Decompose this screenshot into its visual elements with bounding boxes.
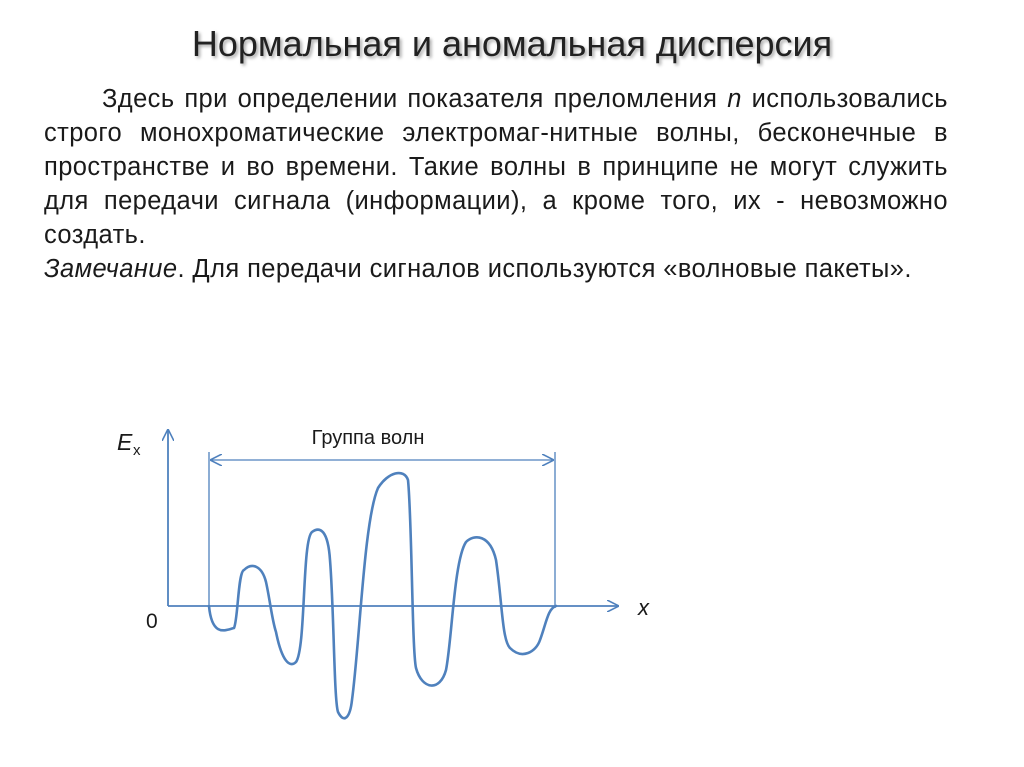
wave-packet-curve xyxy=(209,473,556,718)
y-axis-subscript: x xyxy=(133,442,141,459)
body-text xyxy=(44,82,948,286)
paragraph-remark xyxy=(44,252,948,286)
paragraph-text-end: использовались строго монохроматические электромаг-нитные волны, бесконечные в пространстве и во времени. Такие волны в принципе не могут служить для передачи сигнала (информации), а кроме того, их - невозможно создать. xyxy=(44,85,948,249)
y-axis-label: E xyxy=(117,429,133,455)
x-axis-label: x xyxy=(638,595,649,620)
remark-label: Замечание xyxy=(44,255,178,283)
origin-label: 0 xyxy=(146,610,158,633)
remark-text: . Для передачи сигналов используются «волновые пакеты». xyxy=(177,255,912,283)
paragraph-text-start: Здесь при определении показателя преломления xyxy=(102,85,728,113)
group-label: Группа волн xyxy=(311,427,425,449)
paragraph-monochromatic-waves xyxy=(44,82,948,252)
slide-title: Нормальная и аномальная дисперсия xyxy=(191,23,833,64)
refractive-index-symbol: n xyxy=(727,85,742,113)
